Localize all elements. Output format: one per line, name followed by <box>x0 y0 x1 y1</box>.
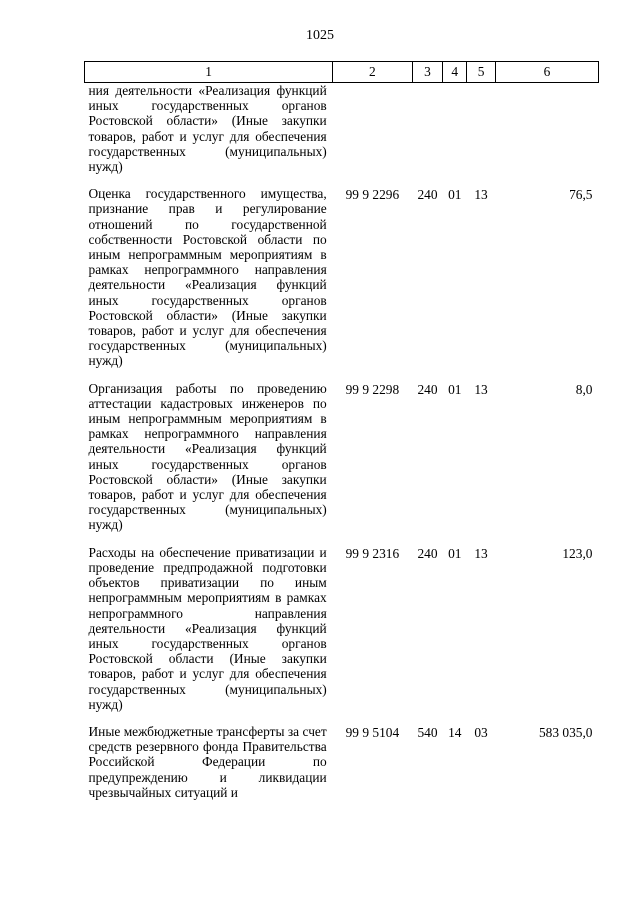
row-name: Расходы на обеспечение приватизации и проведение предпродажной подготовки объектов приватизации по иным непрограммным мероприятиям в рамках непрограммного направления деятельности «Реализация функций иных государственных органов Ростовской области (Иные закупки товаров, работ и услуг для обеспечения государственных (муниципальных) нужд) <box>88 544 327 712</box>
row-amount: 123,0 <box>562 545 593 561</box>
row-section: 01 <box>448 545 462 561</box>
row-subsection: 13 <box>474 381 488 397</box>
row-name: Оценка государственного имущества, признание прав и регулирование отношений по государственной собственности Ростовской области по иным непрограммным мероприятиям в рамках непрограммного направления деятельности «Реализация функций иных государственных органов Ростовской области» (Иные закупки товаров, работ и услуг для обеспечения государственных (муниципальных) нужд) <box>88 186 327 369</box>
row-amount: 583 035,0 <box>538 724 593 740</box>
header-col-1: 1 <box>85 62 333 83</box>
header-col-5: 5 <box>467 62 496 83</box>
row-expense-type: 540 <box>417 724 438 740</box>
row-section <box>443 83 467 175</box>
row-subsection: 03 <box>474 724 488 740</box>
budget-table <box>84 61 599 800</box>
row-expense-type: 240 <box>417 545 438 561</box>
row-name: Иные межбюджетные трансферты за счет средств резервного фонда Правительства Российской Федерации по предупреждению и ликвидации чрезвычайных ситуаций и <box>88 723 327 800</box>
row-target-code: 99 9 2298 <box>345 381 400 397</box>
table-row <box>85 83 599 175</box>
row-target-code: 99 9 5104 <box>345 724 400 740</box>
row-section: 01 <box>448 187 462 203</box>
row-target-code <box>333 83 412 175</box>
row-amount: 8,0 <box>575 381 593 397</box>
table-header-row <box>85 62 599 83</box>
row-section: 14 <box>448 724 462 740</box>
header-col-6: 6 <box>495 62 598 83</box>
row-section: 01 <box>448 381 462 397</box>
row-expense-type <box>412 83 443 175</box>
row-subsection: 13 <box>474 545 488 561</box>
table-row <box>85 712 599 800</box>
row-name: Организация работы по проведению аттестации кадастровых инженеров по иным непрограммным мероприятиям в рамках непрограммного направления деятельности «Реализация функций иных государственных органов Ростовской области» (Иные закупки товаров, работ и услуг для обеспечения государственных (муниципальных) нужд) <box>88 380 327 533</box>
row-expense-type: 240 <box>417 187 438 203</box>
row-target-code: 99 9 2316 <box>345 545 400 561</box>
page-number: 1025 <box>306 28 334 43</box>
row-subsection: 13 <box>474 187 488 203</box>
table-row <box>85 369 599 533</box>
row-subsection <box>467 83 496 175</box>
header-col-3: 3 <box>412 62 443 83</box>
table-row <box>85 533 599 712</box>
row-expense-type: 240 <box>417 381 438 397</box>
header-col-2: 2 <box>333 62 412 83</box>
row-name: ния деятельности «Реализация функций иных государственных органов Ростовской области» (Иные закупки товаров, работ и услуг для обеспечения государственных (муниципальных) нужд) <box>88 83 327 175</box>
table-row <box>85 174 599 368</box>
row-target-code: 99 9 2296 <box>345 187 400 203</box>
row-amount <box>495 83 598 175</box>
row-amount: 76,5 <box>569 187 593 203</box>
header-col-4: 4 <box>443 62 467 83</box>
